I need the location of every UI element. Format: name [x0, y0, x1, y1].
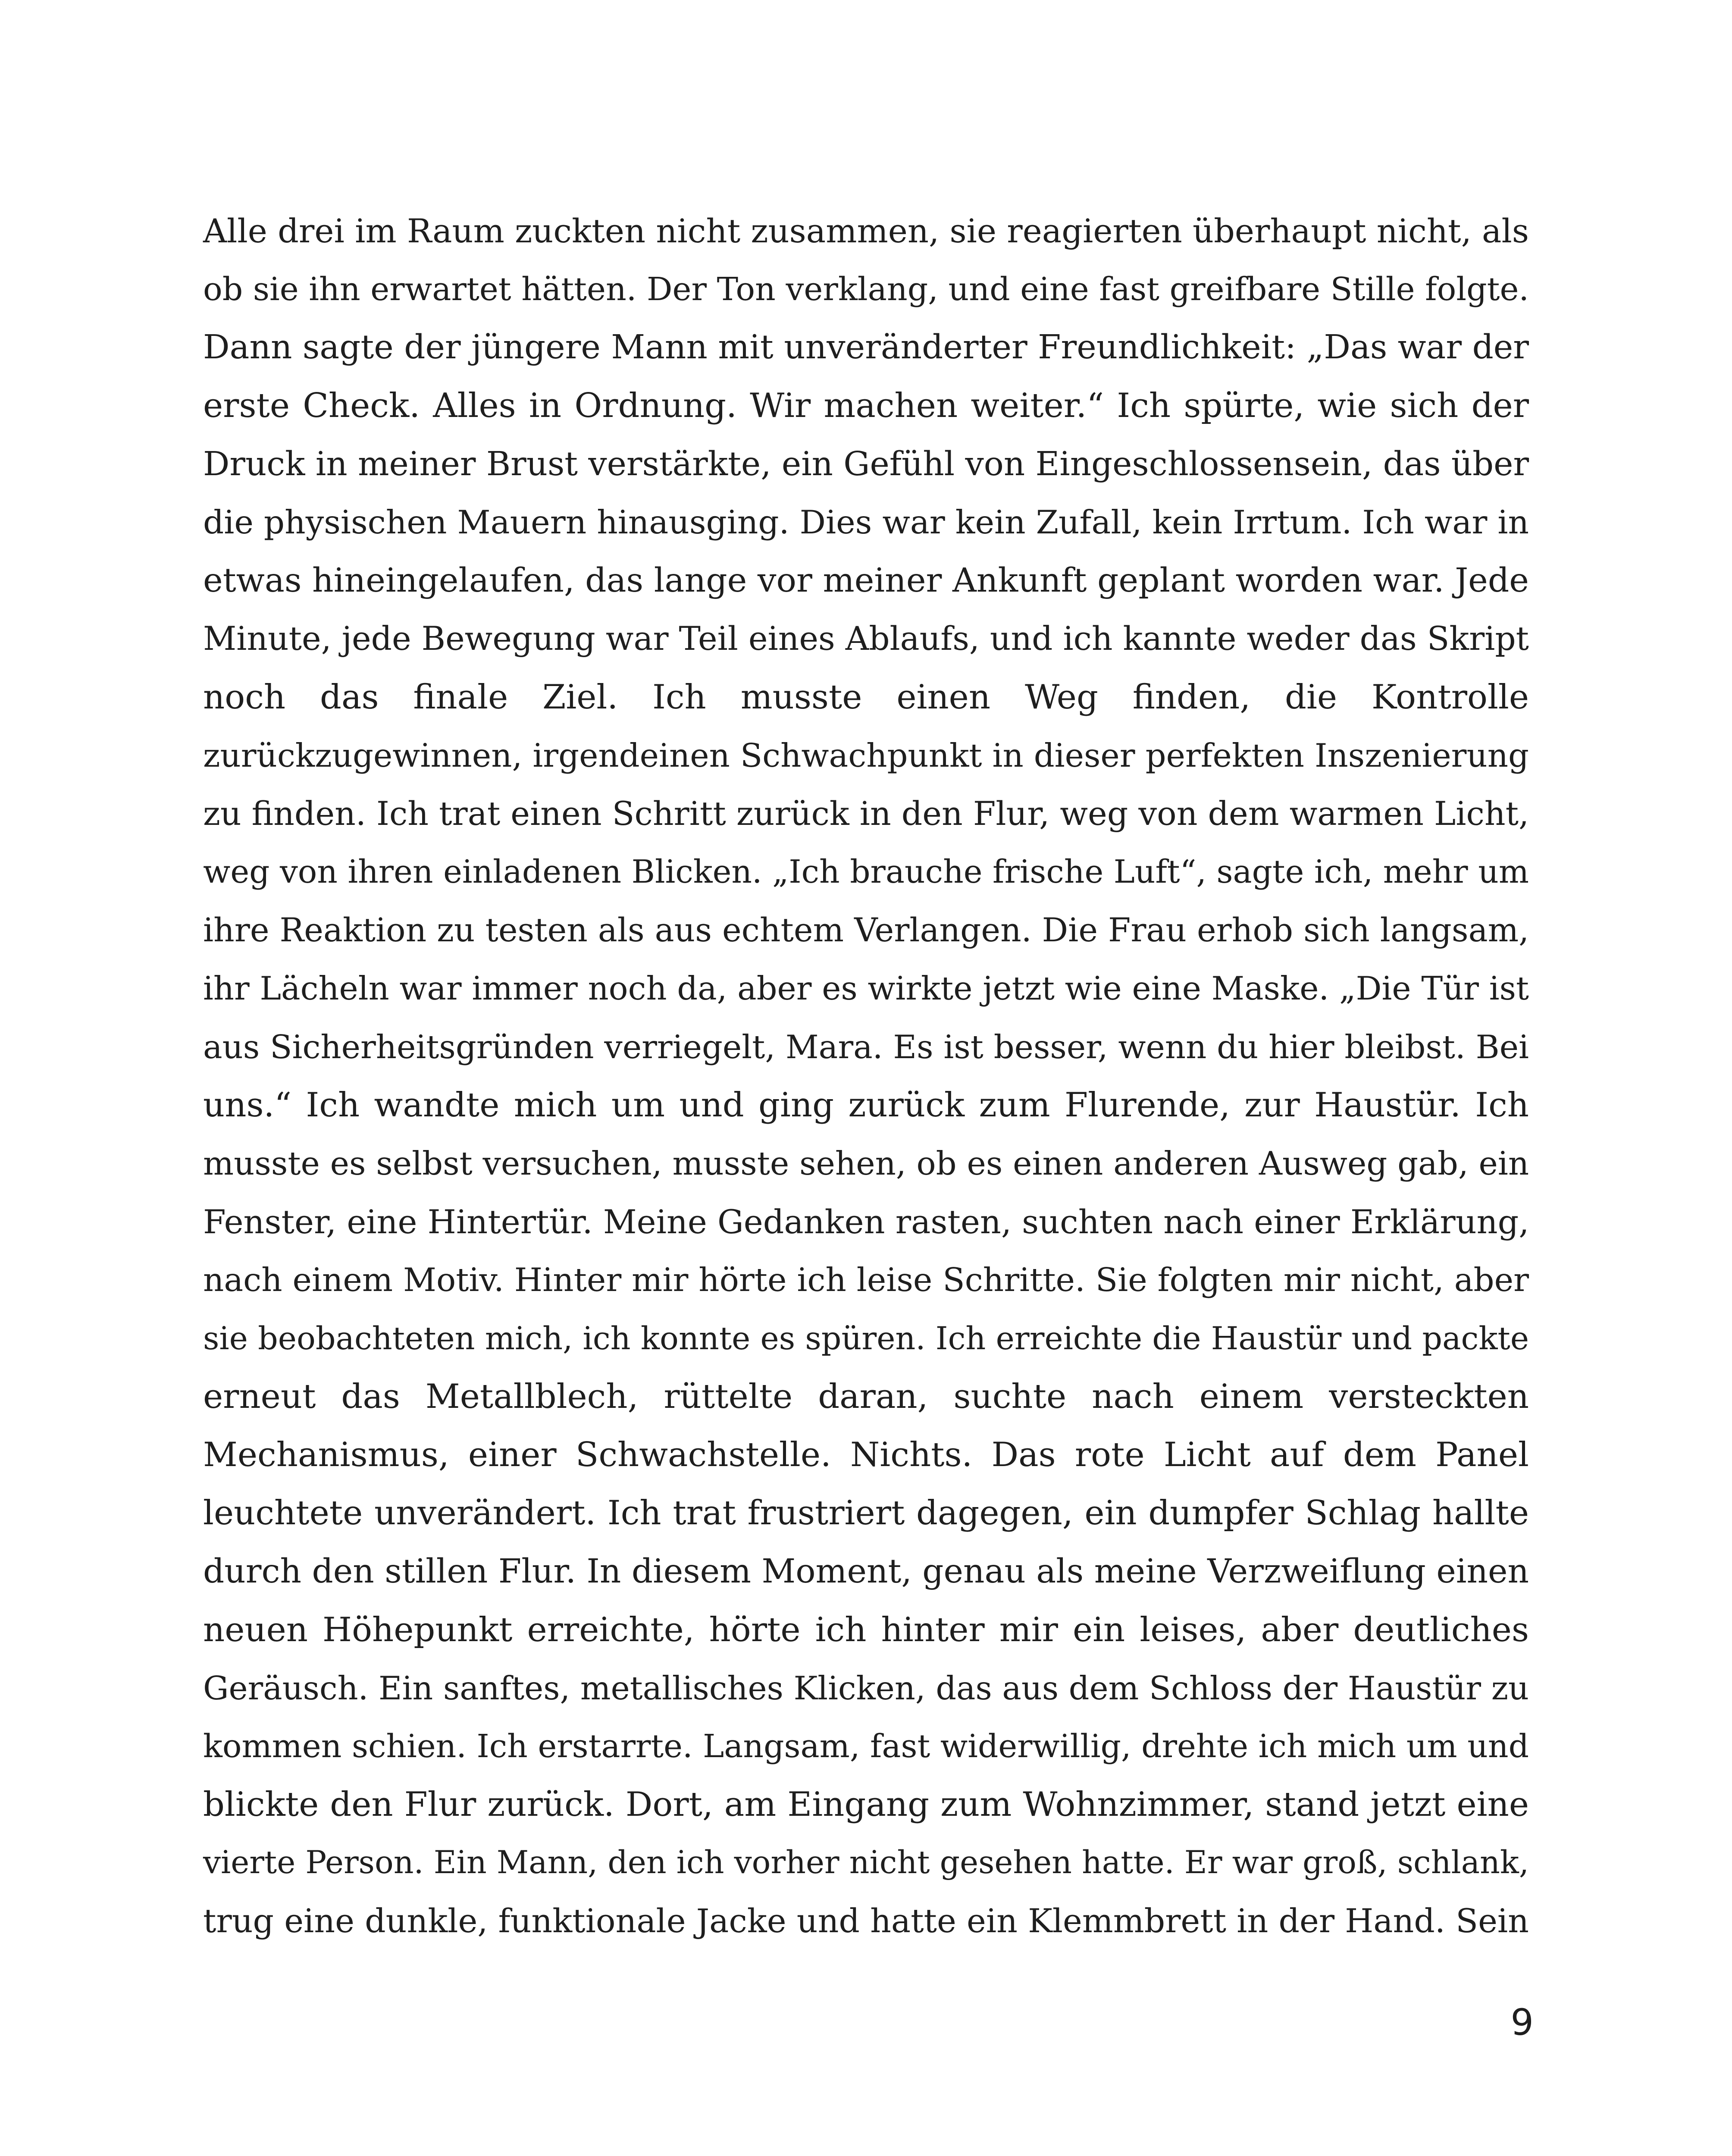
text-line: nach einem Motiv. Hinter mir hörte ich leise Schritte. Sie folgten mir nicht, aber	[203, 1261, 1529, 1299]
text-line: ihr Lächeln war immer noch da, aber es wirkte jetzt wie eine Maske. „Die Tür ist	[203, 970, 1529, 1008]
text-line: ob sie ihn erwartet hätten. Der Ton verklang, und eine fast greifbare Stille folgte.	[203, 270, 1529, 308]
text-line: Geräusch. Ein sanftes, metallisches Klicken, das aus dem Schloss der Haustür zu	[203, 1669, 1529, 1707]
text-line: neuen Höhepunkt erreichte, hörte ich hinter mir ein leises, aber deutliches	[203, 1610, 1529, 1649]
text-line: noch das finale Ziel. Ich musste einen Weg finden, die Kontrolle	[203, 677, 1529, 717]
text-line: leuchtete unverändert. Ich trat frustriert dagegen, ein dumpfer Schlag hallte	[203, 1494, 1529, 1533]
text-line: vierte Person. Ein Mann, den ich vorher nicht gesehen hatte. Er war groß, schlank,	[203, 1845, 1529, 1881]
text-line: uns.“ Ich wandte mich um und ging zurück zum Flurende, zur Haustür. Ich	[203, 1085, 1529, 1125]
text-line: Alle drei im Raum zuckten nicht zusammen, sie reagierten überhaupt nicht, als	[203, 212, 1529, 250]
text-line: durch den stillen Flur. In diesem Moment, genau als meine Verzweiflung einen	[203, 1552, 1529, 1591]
text-line: zurückzugewinnen, irgendeinen Schwachpunkt in dieser perfekten Inszenierung	[203, 736, 1529, 774]
text-line: Mechanismus, einer Schwachstelle. Nichts. Das rote Licht auf dem Panel	[203, 1435, 1529, 1474]
text-line: aus Sicherheitsgründen verriegelt, Mara. Es ist besser, wenn du hier bleibst. Bei	[203, 1028, 1529, 1066]
text-line: trug eine dunkle, funktionale Jacke und hatte ein Klemmbrett in der Hand. Sein	[203, 1902, 1529, 1940]
text-line: sie beobachteten mich, ich konnte es spüren. Ich erreichte die Haustür und packte	[203, 1320, 1529, 1357]
text-line: blickte den Flur zurück. Dort, am Eingang zum Wohnzimmer, stand jetzt eine	[203, 1785, 1529, 1824]
text-line: ihre Reaktion zu testen als aus echtem Verlangen. Die Frau erhob sich langsam,	[203, 911, 1529, 950]
text-line: etwas hineingelaufen, das lange vor meiner Ankunft geplant worden war. Jede	[203, 561, 1529, 600]
text-line: Minute, jede Bewegung war Teil eines Ablaufs, und ich kannte weder das Skript	[203, 620, 1529, 658]
text-line: kommen schien. Ich erstarrte. Langsam, fast widerwillig, drehte ich mich um und	[203, 1727, 1529, 1765]
text-line: die physischen Mauern hinausging. Dies war kein Zufall, kein Irrtum. Ich war in	[203, 503, 1529, 541]
text-line: erneut das Metallblech, rüttelte daran, suchte nach einem versteckten	[203, 1377, 1529, 1416]
text-line: Dann sagte der jüngere Mann mit unveränderter Freundlichkeit: „Das war der	[203, 328, 1529, 367]
page-number: 9	[1510, 2001, 1534, 2043]
text-line: Druck in meiner Brust verstärkte, ein Gefühl von Eingeschlossensein, das über	[203, 445, 1529, 483]
text-line: musste es selbst versuchen, musste sehen, ob es einen anderen Ausweg gab, ein	[203, 1144, 1529, 1182]
text-line: weg von ihren einladenen Blicken. „Ich brauche frische Luft“, sagte ich, mehr um	[203, 853, 1529, 891]
body-paragraph	[203, 202, 1529, 1951]
text-line: erste Check. Alles in Ordnung. Wir machen weiter.“ Ich spürte, wie sich der	[203, 386, 1529, 425]
text-line: zu finden. Ich trat einen Schritt zurück in den Flur, weg von dem warmen Licht,	[203, 794, 1529, 833]
text-line: Fenster, eine Hintertür. Meine Gedanken rasten, suchten nach einer Erklärung,	[203, 1203, 1529, 1241]
